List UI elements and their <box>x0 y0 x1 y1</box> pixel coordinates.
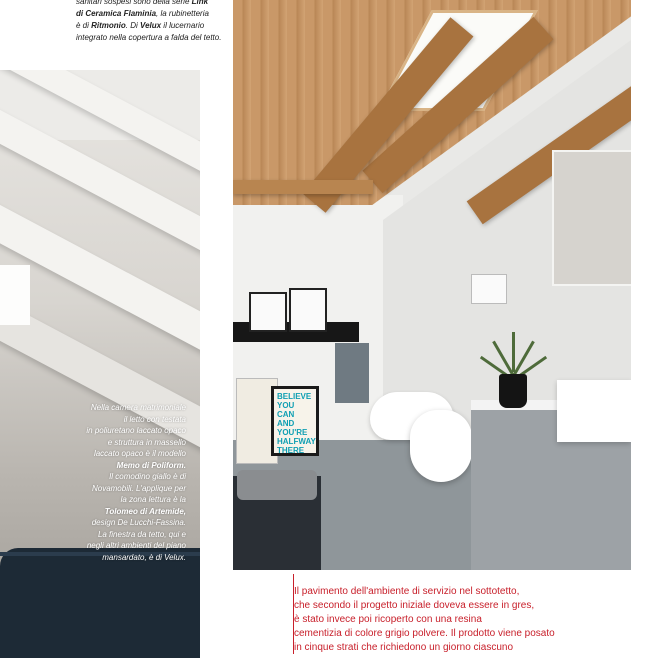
window-light <box>0 265 30 325</box>
caption-top-line: . Di <box>125 21 141 30</box>
caption-bottom-line: cementizia di colore grigio polvere. Il prodotto viene posato <box>294 628 555 639</box>
caption-left-line: negli altri ambienti del piano <box>86 541 186 550</box>
caption-left-line: Nella camera matrimoniale <box>90 403 186 412</box>
folded-blanket <box>237 470 317 500</box>
caption-left-line: e struttura in massello <box>107 437 186 447</box>
caption-top-line: il lucernario <box>161 21 205 30</box>
plant-pot <box>499 374 527 408</box>
plant-leaf <box>512 332 515 372</box>
caption-left-line: laccato opaco è il modello <box>93 449 186 458</box>
washbasin <box>557 380 631 442</box>
toilet <box>410 410 472 482</box>
caption-bottom-line: in cinque strati che richiedono un giorno ciascuno <box>294 642 514 653</box>
caption-top-line: integrato nella copertura a falda del tetto. <box>76 33 222 42</box>
caption-bottom-line: che secondo il progetto iniziale doveva essere in gres, <box>294 600 535 611</box>
caption-bottom-line: è stato invece poi ricoperto con una resina <box>294 614 482 625</box>
caption-left-line: in poliuretano laccato opaco <box>86 426 186 435</box>
motivational-poster <box>271 386 319 456</box>
caption-left <box>70 402 186 563</box>
caption-left-line: la zona lettura è la <box>120 495 186 504</box>
caption-bottom-line: Il pavimento dell'ambiente di servizio nel sottotetto, <box>294 586 520 597</box>
mirror <box>552 150 631 286</box>
wood-beam <box>233 180 373 194</box>
caption-left-line: il letto con testata <box>123 414 186 424</box>
caption-left-line: Memo di Poliform. <box>116 460 186 470</box>
caption-left-line: Novamobili. L'applique per <box>91 483 186 493</box>
bathroom-photo <box>233 0 631 570</box>
caption-top-bold: di Ceramica Flaminia <box>76 9 157 18</box>
caption-top-line: , la rubinetteria <box>156 9 209 18</box>
caption-top-line: è di <box>76 21 92 30</box>
flush-plate <box>471 274 507 304</box>
bed <box>0 548 200 658</box>
caption-left-line: design De Lucchi-Fassina. <box>91 518 186 527</box>
caption-top-bold: Ritmonio <box>91 21 126 30</box>
caption-top-line: sanitari sospesi sono della serie <box>76 0 190 6</box>
caption-top <box>76 0 226 44</box>
poster-text: BELIEVE YOU CAN AND YOU'RE HALFWAY THERE <box>277 392 316 455</box>
towel <box>335 343 369 403</box>
picture-frame <box>289 288 327 332</box>
caption-left-line: La finestra da tetto, qui e <box>97 529 186 539</box>
caption-left-line: mansardato, è di Velux. <box>102 552 186 562</box>
picture-frame <box>249 292 287 332</box>
caption-bottom <box>294 585 594 655</box>
caption-top-bold: Link <box>191 0 209 6</box>
caption-left-line: Tolomeo di Artemide, <box>104 506 186 516</box>
caption-left-line: Il comodino giallo è di <box>109 472 186 481</box>
caption-top-bold: Velux <box>140 21 162 30</box>
